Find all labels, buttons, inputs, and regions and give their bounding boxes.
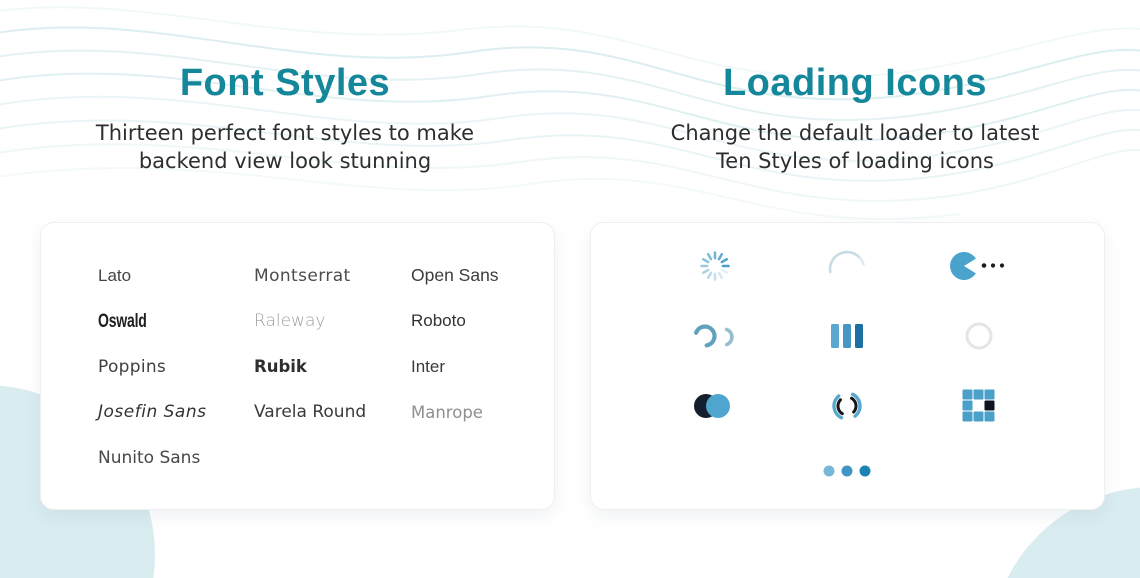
loader-broken-ring-icon [781,371,913,441]
font-sample-poppins: Poppins [98,356,167,377]
loader-dual-circles-icon [649,371,781,441]
font-sample-montserrat: Montserrat [254,265,351,286]
loader-double-crescent-icon [649,301,781,371]
loading-icons-title: Loading Icons [722,62,988,104]
loader-grid-squares-icon [913,371,1045,441]
loader-grid [591,223,1104,511]
loader-pacman-icon [913,231,1045,301]
font-sample-josefin-sans: Josefin Sans [98,402,207,423]
loader-three-dots-icon [649,441,1045,501]
loader-three-bars-icon [781,301,913,371]
font-sample-manrope: Manrope [411,402,483,422]
font-styles-subtitle-line2: backend view look stunning [138,148,432,173]
loader-ring-icon [913,301,1045,371]
font-styles-card [40,222,555,510]
font-sample-inter: Inter [411,356,446,376]
font-sample-lato: Lato [98,265,132,285]
font-sample-open-sans: Open Sans [411,265,499,286]
font-sample-raleway: Raleway [254,311,326,332]
font-sample-nunito-sans: Nunito Sans [98,447,201,468]
font-sample-varela-round: Varela Round [254,402,367,423]
loading-icons-section [570,0,1140,175]
font-styles-subtitle [0,120,570,175]
font-sample-roboto: Roboto [411,311,466,331]
font-styles-title: Font Styles [179,62,391,104]
loader-sunburst-spinner-icon [649,231,781,301]
font-grid [41,223,554,481]
font-styles-subtitle-line1: Thirteen perfect font styles to make [95,121,475,145]
loading-icons-subtitle-line1: Change the default loader to latest [670,121,1040,145]
loader-arc-spinner-icon [781,231,913,301]
loading-icons-subtitle-line2: Ten Styles of loading icons [716,148,994,173]
loading-icons-subtitle [570,120,1140,175]
loading-icons-card [590,222,1105,510]
font-sample-oswald: Oswald [98,309,147,332]
font-sample-rubik: Rubik [254,357,307,377]
font-styles-section [0,0,570,175]
